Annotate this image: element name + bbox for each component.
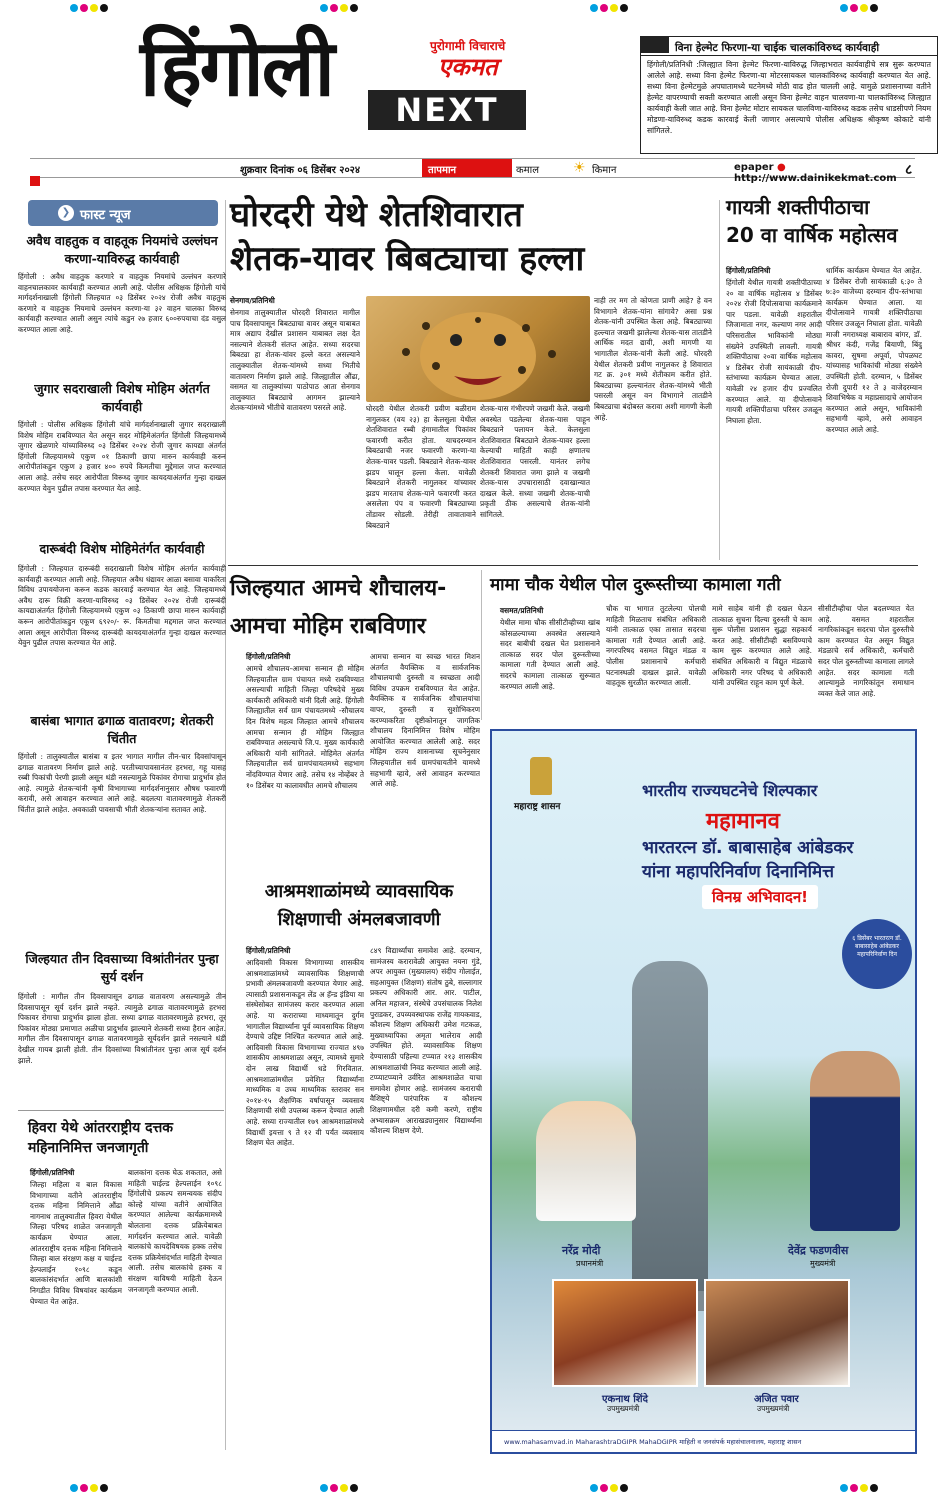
reg-dot [100,4,108,12]
reg-dot [350,1484,358,1492]
column-divider [481,570,482,720]
toilet-headline-line2: आमचा मोहिम राबविणार [230,614,426,639]
person-1-name: नरेंद्र मोदी [562,1244,601,1257]
left-news-1-headline: अवैध वाहतुक व वाहतूक नियमांचे उल्लंघन करणा-याविरुद्ध कार्यवाही [26,233,218,266]
temperature-min: किमान [592,165,617,176]
globe-icon: ● [777,162,786,173]
pole-headline: मामा चौक येथील पोल दुरूस्तीच्या कामाला गती [490,575,781,595]
pole-byline: वसमत/प्रतिनिधी [500,606,544,615]
ad-state-label: महाराष्ट्र शासन [514,802,561,812]
website-url: http://www.dainikekmat.com [734,173,897,184]
page-number: ८ [905,162,913,178]
ad-line-5: विनम्र अभिवादन! [702,885,818,909]
event-photo [552,1279,698,1387]
masthead-edition: NEXT [368,90,526,130]
temperature-max: कमाल [516,165,540,176]
left-news-2-headline: जुगार सदराखाली विशेष मोहिम अंतर्गत कार्यवाही [34,381,210,414]
reg-dot [330,1484,338,1492]
reg-dot [340,1484,348,1492]
lead-byline: सेनगाव/प्रतिनिधी [230,296,275,305]
ambedkar-tribute-ad [490,729,917,1454]
ad-line-2: महामानव [706,809,780,834]
reg-dot [100,1484,108,1492]
hivra-headline-line2: महिनानिमित्त जनजागृती [28,1140,149,1156]
event-photo [704,1279,850,1387]
masthead-title: हिंगोली [140,23,333,114]
left-news-2-body: हिंगोली : पोलीस अधिक्षक हिंगोली यांचे मार्गदर्शनाखाली जुगार सदराखाली विशेष मोहिम राबविण्यात येत असून सदर मोहिमेअंतर्गत हिंगोली जिल्हयामध्ये जुगार खेळणारे यांच्याविरुध्द ०३ डिसेंबर २०२४ रोजी जुगार कायद्या अंतर्गत हिंगोली जिल्हयामध्ये एकुण ०१ ठिकाणी छापा मारुन कार्यवाही करुन आरोपीतांकडुन एकुण ३ हजार ४०० रुपये किमतीचा मुद्देमाल जप्त करण्यात आला आहे. तसेच सदर आरोपीता विरूध्द जुगार कायदयाअंतर्गत गुन्हा दाखल करण्यात येवुन पुढील तपास करण्यात येत आहे. [18,420,226,493]
reg-dot [840,1484,848,1492]
left-news-4-headline: बासंबा भागात ढगाळ वातावरण; शेतकरी चिंतीत [30,713,214,746]
reg-dot [330,4,338,12]
registration-marks-bottom [0,1484,945,1494]
ambedkar-statue-image [632,961,708,1301]
reg-dot [850,4,858,12]
reg-dot [600,1484,608,1492]
reg-dot [90,4,98,12]
top-news-box [640,36,938,154]
ashoka-emblem-icon [530,757,552,795]
person-1-designation: प्रधानमंत्री [576,1259,604,1268]
gayatri-headline-line1: गायत्री शक्तीपीठाचा [726,195,870,219]
hivra-col-1: जिल्हा महिला व बाल विकास विभागाच्या वतीने आंतरराष्ट्रीय दत्तक महिना निमित्ताने औंढा नागनाथ तालुक्यातील हिवरा येथील जिल्हा परिषद शाळेत जनजागृती कार्यक्रम घेण्यात आला. आंतरराष्ट्रीय दत्तक महिना निमित्ताने जिल्हा बाल संरक्षण कक्ष व चाईल्ड हेल्पलाईन १०९८ कडून बालकांसंदर्भात आणि बालकांशी निगडीत विविध विषयांवर कार्यक्रम घेण्यात येत आहेत. [30,1180,122,1306]
gayatri-headline-line2: 20 वा वार्षिक महोत्सव [726,223,898,247]
ashram-headline-line2: शिक्षणाची अंमलबजावणी [277,909,441,930]
pole-col-3: मामे साहेब यांनी ही दखल घेऊन तात्काळ सुचना दिल्या दुरुस्ती चे काम सुरू पोलीस प्रशासन सुद्धा सहकार्य करत आहे. सीसीटीव्ही बसविण्याचे काम सुरू करण्यात आले आहे. संबंधित अधिकारी व विद्युत मंडळाचे अधिकारी नगर परिषद चे अधिकारी यांनी उपस्थित राहून काम पूर्ण केले. [712,604,812,688]
left-news-3-body: हिंगोली : जिल्हयात दारूबंदी सदराखाली विशेष मोहिम अंतर्गत कार्यवाही कार्यवाही करण्यात आली आहे. जिल्हयात अवैध धंद्यावर आळा बसावा याकरिता विविध उपाययोजना करून कडक कारवाई करण्यात येत आहे. जिल्हयामध्ये अवैध दारू विक्री करणा-याविरुध्द ०३ डिसेंबर २०२४ रोजी दारूबंदी कायद्याअंतर्गत हिंगोली जिल्हयामध्ये एकुण ०३ ठिकाणी छापा मारुन कार्यवाही करून आरोपीतांकडुन एकूण ६९२०/- रू. किमतीचा मद्दमाल जप्त करण्यात आला असून आरोपीता विरूध्द दारूबंदी कायदयाअंतर्गत गुन्हा दाखल करण्यात येवुन पुढील तपास करण्यात येत आहे. [18,564,226,648]
reg-dot [80,4,88,12]
person-4-name: अजित पवार [754,1394,799,1405]
dateline-stripe [30,176,40,186]
pole-col-4: सीसीटीव्हीचा पोल बदलण्यात येत आहे. वसमत शहरातील नागरिकांकडून सदरचा पोल दुरुस्तीचे काम करण्यात येत असून विद्युत मंडळाचे सर्व अधिकारी, कर्मचारी सदर पोल दुरूस्तीच्या कामाला लागले आहेत. सदर कामाला गती आल्यामुळे नागरिकांतून समाधान व्यक्त केले जात आहे. [818,604,914,698]
lead-col-4: नाही तर मग तो कोणता प्राणी आहे? हे वन विभागाने शेतक-यांना सांगावे? असा प्रश्न शेतक-यांनी उपस्थित केला आहे. बिबट्याच्या हल्ल्यात जखमी झालेल्या शेतक-यास तातडीने आर्थिक मदत द्यावी, अशी मागणी या भागातील शेतक-यांनी केली आहे. घोरदरी येथील शेतकरी प्रवीण नागुलकर हे शिवारात गट क्र. ३०१ मध्ये शेतीकाम करीत होते. बिबट्याच्या हल्ल्यानंतर शेतक-यांमध्ये भीती पसरली असून वन विभागाने तातडीने बिबट्याचा बंदोबस्त करावा अशी मागणी केली आहे. [594,296,712,422]
lead-col-3: शेतक-यास गंभीरपणे जखमी केले. जखमी अवस्थेत पडलेल्या शेतक-यास पाहून बिबट्याने पलायन केले. केलसुला शेतशिवारात बिबट्याने शेतक-यावर हल्ला केल्याची माहिती काही क्षणातच शेतशिवारात पसरली. यानंतर लगेच शेतकरी शिवारात जमा झाले व जखमी शेतक-यास उपचारासाठी दवाखान्यात दाखल केले. सध्या जखमी शेतक-याची प्रकृती ठीक असल्याचे शेतक-यांनी सांगितले. [480,404,590,519]
portrait-image [536,1101,636,1221]
gayatri-byline: हिंगोली/प्रतिनिधी [726,266,771,275]
ad-date-badge: ६ डिसेंबर भारतरत्न डॉ. बाबासाहेब आंबेडकर महापरिनिर्वाण दिन [842,919,912,989]
gayatri-col-2: धार्मिक कार्यक्रम घेण्यात येत आहेत. ४ डिसेंबर रोजी सायंकाळी ६:३० ते ७:३० वाजेच्या दरम्यान दीप-स्तंभाचा कार्यक्रम घेण्यात आला. या दीपोत्सवाने गायत्री शक्तिपीठाचा परिसर उजळून निघाला होता. यावेळी माजी नगराध्यक्ष बाबाराव बांगर, डॉ. श्रीधर कंदी, गजेंद्र बियाणी, बिंदु कावरा, सुषमा अपूर्वा, पोपळघट यांच्यासह भाविकांची मोठ्या संख्येने उपस्थिती होती. दरम्यान, ५ डिसेंबर रोजी दुपारी १२ ते ३ वाजेदरम्यान शिवाभिषेक व महाप्रसादाचे आयोजन करण्यात आले असून, भाविकांनी सहभागी व्हावे, असे आवाहन करण्यात आले आहे. [826,266,922,434]
issue-date: शुक्रवार दिनांक ०६ डिसेंबर २०२४ [240,165,361,176]
epaper-label: epaper [734,162,774,173]
fast-news-header [28,200,218,226]
reg-dot [620,4,628,12]
person-2-designation: मुख्यमंत्री [810,1259,836,1268]
reg-dot [350,4,358,12]
pole-col-2: चौक या भागात तुटलेल्या पोलची माहिती मिळताच संबंधित अधिकारी यांनी तात्काळ एका तासात सदरचा कामाला गती देण्यात आली आहे. नगरपरिषद वसमत विद्युत मंडळ व पोलीस प्रशासनाचे कर्मचारी घटनास्थळी दाखल झाले. यावेळी वाहतूक सुरळीत करण्यात आली. [606,604,706,688]
ashram-col-2: ८४९ विद्यार्थ्यांचा समावेश आहे. दरम्यान, सामंजस्य करारावेळी आयुक्त नयना गुंडे, अपर आयुक्त (मुख्यालय) संदीप गोलाईत, सहआयुक्त (शिक्षण) संतोष ठुबे, सल्लागार प्रकल्प अधिकारी आर. आर. पाटील, अनिल महाजन, संस्थेचे उपसंचालक निलेश पुराडकर, उपव्यवस्थापक राजेंद्र गायकवाड, कौशल्य शिक्षण अधिकारी उमेश गटकळ, मुख्याध्यापिका अमृता भालेराव आदी उपस्थित होते. व्यावसायिक शिक्षण देण्यासाठी पहिल्या टप्प्यात २१३ शासकीय आश्रमशाळांची निवड करण्यात आली आहे. टप्प्याटप्प्याने उर्वरित आश्रमशाळेत याचा समावेश होणार आहे. सामंजस्य कराराची वैशिष्ट्ये पारंपारिक व कौशल्य शिक्षणामधील दरी कमी करणे, राष्ट्रीय अभ्यासक्रम आराखड्यानुसार विद्यार्थ्यांना कौशल्य शिक्षण देणे. [370,946,482,1136]
section-divider [18,1110,224,1111]
temperature-label: तापमान [422,159,512,177]
pole-col-1: येथील मामा चौक सीसीटीव्हीच्या खांब कोसळल्याच्या अवस्थेत असल्याने सदर बाबीची दखल घेत प्रशासनाने तात्काळ सदर पोल दुरूस्तीच्या कामाला गती देण्यात आली आहे. सदरचे कामाला तात्काळ सुरूवात करण्यात आली आहे. [500,618,600,691]
reg-dot [80,1484,88,1492]
portrait-image [810,1051,900,1231]
dateline-bar [30,158,915,184]
reg-dot [320,4,328,12]
left-news-5-body: हिंगोली : मागील तीन दिवसापासून ढगाळ वातावरण असल्यामुळे तीन दिवसापासून सूर्य दर्शन झाले नव्हते. त्यामुळे ढगाळ वातावरणामुळे हरभरा पिकावर रोगाचा प्रादुर्भाव झाला होता. सध्या ढगाळ वातावरणामुळे हरभरा, तूर पिकांवर मोठ्या प्रमाणात अळीचा प्रादुर्भाव झाल्याने शेतकरी सध्या हैरान आहेत. मागील तीन दिवसापासून ढगाळ वातावरणामुळे सूर्यदर्शन झाले नसल्याने थंडी देखील गायब झाली होती. तीन दिवसांच्या विश्रांतीनंतर पुन्हा आज सूर्य दर्शन झाले. [18,992,226,1065]
left-news-3-headline: दारूबंदी विशेष मोहिमेतंर्गत कार्यवाही [39,541,205,556]
toilet-col-1: आमचे शौचालय-आमचा सन्मान ही मोहिम जिल्हयातील ग्राम पंचायत मध्ये राबविण्यात असल्याची माहिती जिल्हा परिषदेचे मुख्य कार्यकारी अधिकारी यांनी दिली आहे. हिंगोली जिल्ह्यातील सर्व ग्राम पंचायतमध्ये -सौचालय दिन विशेष महत्व जिल्हात आमचे शौचालय आमचा सन्मान ही मोहिम जिल्ह्यात राबविण्यात असल्याचे जि.प. मुख्य कार्यकारी अधिकारी यांनी सांगितले. मोहिमेत अंतर्गत जिल्हयातील सर्व ग्रामपंचायतमध्ये सहभाग नोंदविण्यात येणार आहे. तसेच १४ नोव्हेंबर ते १० डिसेंबर या कालावधीत आमचे शौचालय [246,664,364,790]
reg-dot [600,4,608,12]
lead-col-1: सेनगाव तालुक्यातील घोरदरी शिवारात मागील पाच दिवसापासून बिबट्याचा वावर असून याबाबत मात्र अद्याप देखील प्रशासन याबाबत लक्ष देत नसल्याने शेतकरी संतप्त आहेत. सध्या सदरचा बिबट्या हा शेतक-यांवर हल्ले करत असल्याने तालुक्यातील शेतक-यांमध्ये सध्या भितीचे वातावरण निर्माण झाले आहे. जिल्ह्यातील औंढा, वसमत या तालुक्यांच्या पाठोपाठ आता सेनगाव तालुक्यात बिबट्याचे आगमन झाल्याने शेतकऱ्यांमध्ये भीतीचे वातावरण पसरले आहे. [230,308,360,413]
top-news-headline: विना हेल्मेट फिरणा-या चाईक चालकांविरुध्द कार्यवाही [641,37,937,56]
ad-footer: www.mahasamvad.in MaharashtraDGIPR MahaDGIPR माहिती व जनसंपर्क महासंचालनालय, महाराष्ट्र शासन [492,1430,915,1452]
reg-dot [620,1484,628,1492]
person-3-designation: उपमुख्यमंत्री [607,1404,640,1413]
reg-dot [70,1484,78,1492]
reg-dot [590,4,598,12]
reg-dot [590,1484,598,1492]
epaper-link[interactable] [734,162,915,184]
masthead-tagline: पुरोगामी विचाराचे [430,39,506,53]
person-4-designation: उपमुख्यमंत्री [757,1404,790,1413]
ad-line-3: भारतरत्न डॉ. बाबासाहेब आंबेडकर [642,838,854,858]
toilet-col-2: आमचा सन्मान या स्वच्छ भारत मिशन अंतर्गत वैयक्तिक व सार्वजनिक शौचालयाची दुरुस्ती व स्वच्छता आदी विविध उपक्रम राबविण्यात येत आहेत. वैयक्तिक व सार्वजनिक शौचालयांचा वापर, दुरुस्ती व सुशोभिकरण करण्याकरिता दृष्टीकोनातून जागतिक शौचालय दिनानिमित्त विशेष मोहिम आयोजित करण्यात आलेली आहे. सदर मोहिम राज्य शासनाच्या सूचनेनुसार जिल्हयातील सर्व ग्रामपंचायतीने यामध्ये सहभागी व्हावे, असे आवाहन करण्यात आले आहे. [370,652,480,789]
ad-line-4: यांना महापरिनिर्वाण दिनानिमित्त [642,862,834,882]
ashram-col-1: आदिवासी विकास विभागाच्या शासकीय आश्रमशाळांमध्ये व्यावसायिक शिक्षणाची प्रभावी अंमलबजावणी करण्यात येणार आहे. त्यासाठी प्रशासनाकडून लेंड अ हॅन्ड इंडिया या संस्थेसोबत सामंजस्य करार करण्यात आला आहे. या कराराच्या माध्यमातून दुर्गम भागातील विद्यार्थ्यांना पूर्व व्यावसायिक शिक्षण देण्याचे उद्दिष्ट निश्चित करण्यात आले आहे. आदिवासी विकास विभागाच्या राज्यात ४९७ शासकीय आश्रमशाळा असून, त्यामध्ये सुमारे दोन लाख विद्यार्थी धडे गिरवितात. आश्रमशाळांमधील प्रवेशित विद्यार्थ्यांना माध्यमिक व उच्च माध्यमिक स्तरावर सन २०१४-१५ शैक्षणिक वर्षापासून व्यवसाय शिक्षणाची संधी उपलब्ध करून देण्यात आली आहे. सध्या राज्यातील १७९ आश्रमशाळांमध्ये विद्यार्थी इयत्ता ९ ते १२ वी पर्यंत व्यवसाय शिक्षण घेत आहेत. [246,958,364,1148]
reg-dot [850,1484,858,1492]
hivra-headline-line1: हिवरा येथे आंतरराष्ट्रीय दत्तक [28,1120,174,1136]
chevron-icon: ❯ [58,205,74,221]
masthead-brand: एकमत [438,53,498,81]
reg-dot [870,4,878,12]
top-news-body: हिंगोली/प्रतिनिधी :जिल्ह्यात विना हेल्मेट फिरणा-याविरुद्ध जिल्हाभरात कार्यवाहीचे सत्र सुरू करण्यात आलेले आहे. सध्या विना हेल्मेट फिरणा-या मोटरसायकल चालकांविरुध्द कार्यवाही करण्यात येत आहे. सध्या विना हेल्मेटमुळे अपघातामध्ये घटनेमध्ये मोठी वाढ होत चालली आहे. यामुळे प्रशासनाच्या वतीने हेल्मेट वापरण्याची सक्ती करण्यात आली असून विना हेल्मेट वाहन चालवणा-या चालकांविरुध्द जिल्ह्यात कार्यवाही केली जात आहे. विना हेल्मेट मोटार सायकल चालविणा-याविरुध्द कडक तसेच धाडसीपणे नियम मोडणा-याविरुध्द कडक कारवाई केली जाणार असल्याचे पोलीस अधिक्षक श्रीकृष्ण कोकाटे यांनी सांगितले. [647,60,931,135]
reg-dot [70,4,78,12]
reg-dot [610,4,618,12]
section-divider [228,565,918,566]
reg-dot [840,4,848,12]
reg-dot [340,4,348,12]
hivra-col-2: बालकांना दत्तक घेऊ शकतात, असे माहिती चाईल्ड हेल्पलाईन १०९८ हिंगोलीचे प्रकल्प समन्वयक संदीप कोल्हे यांच्या वतीने आयोजित करण्यात आलेल्या कार्यक्रमामध्ये बोलताना दत्तक प्रक्रियेबाबत मार्गदर्शन करण्यात आले. यावेळी बालकांचे कायदेविषयक हक्क तसेच दत्तक प्रक्रियेसंदर्भात माहिती देण्यात आली. तसेच बालकांचे हक्क व संरक्षण याविषयी माहिती देऊन जनजागृती करण्यात आली. [128,1168,222,1294]
lead-col-2: घोरदरी येथील शेतकरी प्रवीण बळीराम नागुलकर (वय २३) हा केलसुला येथील शेतशिवारात रब्बी हंगामातील पिकांवर फवारणी करीत होता. याचदरम्यान बिबट्याची नजर फवारणी करणा-या शेतक-यावर पडली. बिबट्याने शेतक-यावर झडप घालून हल्ला केला. यावेळी बिबट्याने शेतकरी नागुलकर यांच्यावर झडप मारताच शेतक-याने फवारणी करत असलेला पंप व फवारणी बिबट्याच्या तोंडावर सोडली. तेरीही तावातावाने बिबट्याने [366,404,476,530]
reg-dot [320,1484,328,1492]
left-news-4-body: हिंगोली : तालुक्यातील बासंबा व इतर भागात मागील तीन-चार दिवसांपासून ढगाळ वातावरण निर्माण झाले आहे. परतीच्यापावसानंतर हरभरा, गहू यासह रब्बी पिकांची पेरणी झाली असून थंडी नसल्यामुळे पिकांवर रोगाचा प्रादुर्भाव होत आहे. त्यामुळे शेतकऱ्यांनी कृषी विभागाच्या मार्गदर्शनानुसार औषध फवारणी करावी, असे आवाहन करण्यात आले आहे. बदलत्या वातावरणामुळे शेतकरी चिंतीत झाले आहेत. अवकाळी पावसाची भीती शेतकऱ्यांना सतावत आहे. [18,752,226,814]
column-divider [719,200,720,560]
left-news-1-body: हिंगोली : अवैध वाहतुक करणारे व वाहतुक नियमांचे उल्लंघन करणारे वाहनचालकावर कार्यवाही करण्यात आली आहे. पोलीस अधिक्षक हिंगोली यांचे मार्गदर्शनाखाली हिंगोली जिल्हयात ०३ डिसेंबर २०२४ रोजी अवैध वाहतुक करणारे व वाहतुक नियमाचे उल्लंघन करणा-या ३२ वाहन चालका विरुध्द कार्यवाही करण्यात आली असुन त्यांचे कडुन २७ हजार ६००रुपयाचा दंड वसुल करण्यात आला आहे. [18,272,226,334]
reg-dot [860,1484,868,1492]
person-2-name: देवेंद्र फडणवीस [788,1244,849,1257]
reg-dot [90,1484,98,1492]
reg-dot [860,4,868,12]
reg-dot [610,1484,618,1492]
ad-line-1: भारतीय राज्यघटनेचे शिल्पकार [642,781,818,800]
ashram-byline: हिंगोली/प्रतिनिधी [246,946,291,955]
registration-marks-top [0,4,945,14]
gayatri-col-1: हिंगोली येथील गायत्री शक्तीपीठाच्या २० वा वार्षिक महोत्सव ४ डिसेंबर २०२४ रोजी दिपोत्सवाचा कार्यक्रमाने पार पडला. यावेळी शहरातील जिजामाता नगर, कल्याण नगर आदी परिसरातील भाविकांनी मोठ्या संख्येने उपस्थिती लावली. गायत्री शक्तिपीठाचा २०वा वार्षिक महोत्सव ४ डिसेंबर रोजी सायंकाळी दीप-स्तंभाच्या कार्यक्रम घेण्यात आला. यावेळी २४ हजार दीप प्रज्वलित करण्यात आले. या दीपोत्सवाने गायत्री शक्तिपीठाचा परिसर उजळून निघाला होता. [726,278,822,425]
leopard-photo [366,296,590,402]
toilet-headline-line1: जिल्हयात आमचे शौचालय- [230,576,447,601]
fast-news-label: फास्ट न्यूज [80,208,131,223]
sun-icon: ☀ [573,160,586,176]
toilet-byline: हिंगोली/प्रतिनिधी [246,652,291,661]
person-3-name: एकनाथ शिंदे [602,1394,648,1405]
left-news-5-headline: जिल्हयात तीन दिवसाच्या विश्रांतीनंतर पुन्हा सुर्य दर्शन [25,951,219,984]
ashram-headline-line1: आश्रमशाळांमध्ये व्यावसायिक [264,881,454,902]
leopard-icon [366,296,590,402]
lead-headline-line2: शेतक-यावर बिबट्याचा हल्ला [230,239,585,279]
lead-headline-line1: घोरदरी येथे शेतशिवारात [230,195,523,235]
hivra-byline: हिंगोली/प्रतिनिधी [30,1168,75,1177]
top-news-bar [641,37,669,53]
reg-dot [870,1484,878,1492]
